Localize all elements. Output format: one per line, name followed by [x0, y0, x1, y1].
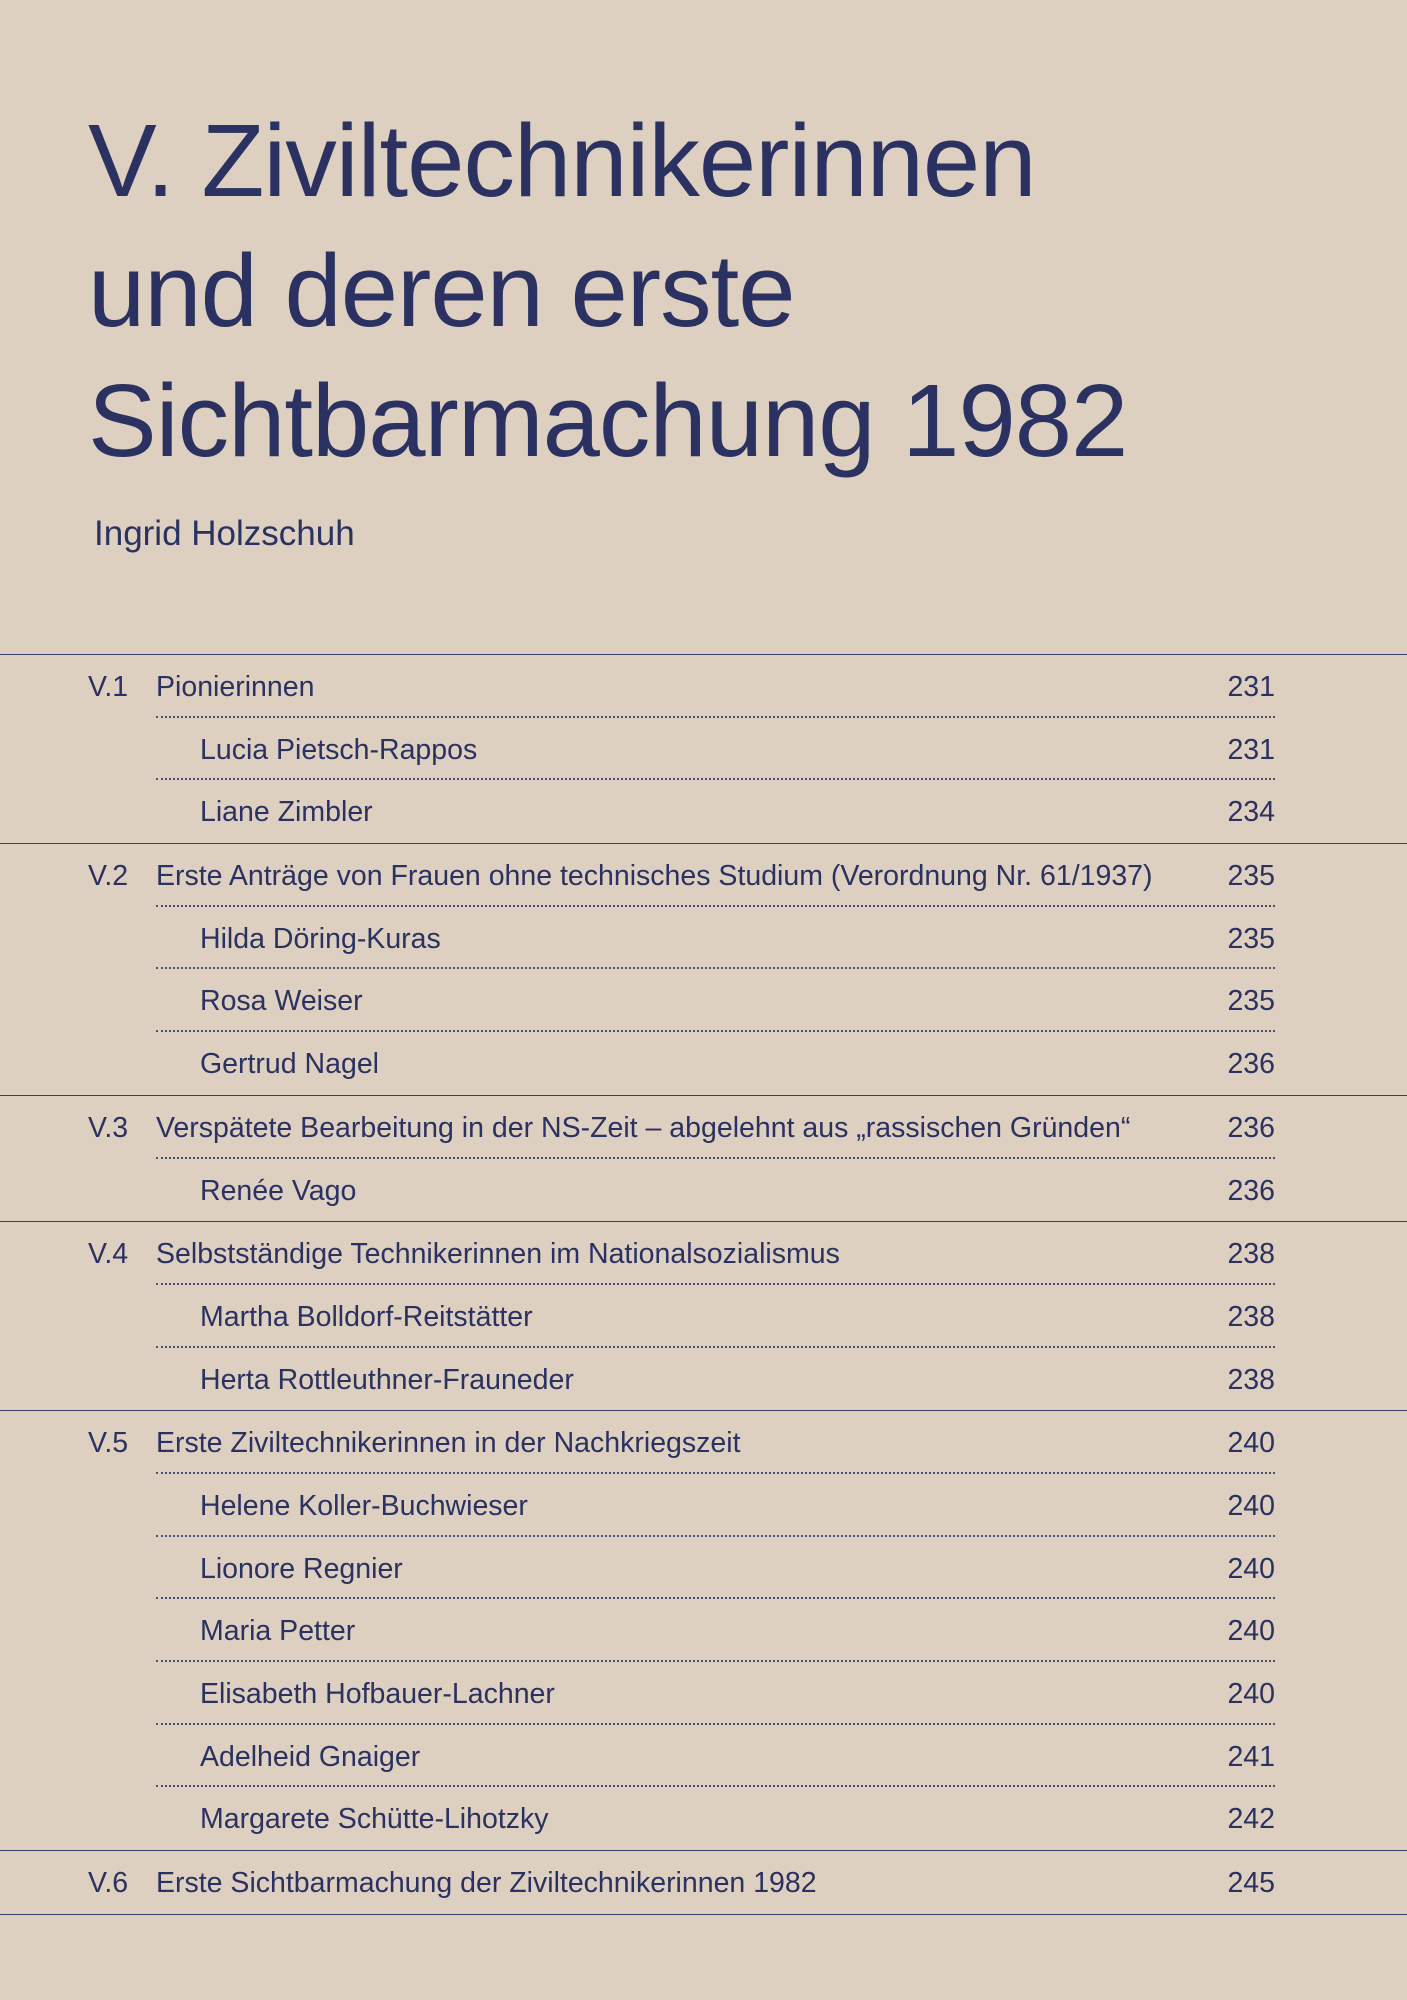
page-number: 245: [1227, 1867, 1275, 1900]
toc-section-row[interactable]: [0, 1096, 1407, 1159]
section-number: V.1: [88, 671, 129, 703]
chapter-title: [88, 96, 1127, 486]
entry-title: Herta Rottleuthner-Frauneder: [200, 1363, 574, 1396]
entry-title: Gertrud Nagel: [200, 1048, 380, 1081]
page-number: 238: [1227, 1363, 1275, 1396]
page-number: 236: [1227, 1174, 1275, 1207]
page-number: 240: [1227, 1552, 1275, 1585]
entry-title: Martha Bolldorf-Reitstätter: [200, 1300, 533, 1333]
chapter-title-line: Sichtbarmachung 1982: [88, 363, 1128, 478]
section-title: Selbstständige Technikerinnen im Nationalsozialismus: [156, 1238, 840, 1271]
page-number: 240: [1227, 1489, 1275, 1522]
entry-title: Margarete Schütte-Lihotzky: [200, 1803, 549, 1836]
page-number: 236: [1227, 1048, 1275, 1081]
toc-entry-row[interactable]: [0, 1599, 1407, 1662]
toc-section-row[interactable]: [0, 655, 1407, 718]
toc-entry-row[interactable]: [0, 907, 1407, 970]
table-of-contents: [0, 654, 1407, 1915]
toc-entry-row[interactable]: [0, 1662, 1407, 1725]
toc-section-row[interactable]: [0, 844, 1407, 907]
page-number: 234: [1227, 796, 1275, 829]
toc-section-row[interactable]: [0, 1411, 1407, 1474]
toc-entry-row[interactable]: [0, 1285, 1407, 1348]
entry-title: Hilda Döring-Kuras: [200, 922, 441, 955]
section-title: Erste Ziviltechnikerinnen in der Nachkriegszeit: [156, 1427, 741, 1460]
toc-entry-row[interactable]: [0, 780, 1407, 843]
toc-section: [0, 1096, 1407, 1222]
entry-title: Rosa Weiser: [200, 985, 363, 1018]
page-number: 240: [1227, 1427, 1275, 1460]
toc-entry-row[interactable]: [0, 969, 1407, 1032]
section-number: V.5: [88, 1427, 129, 1460]
toc-entry-row[interactable]: [0, 1474, 1407, 1537]
section-title: Erste Sichtbarmachung der Ziviltechnikerinnen 1982: [156, 1867, 817, 1900]
entry-title: Lionore Regnier: [200, 1552, 403, 1585]
page-number: 241: [1227, 1740, 1275, 1773]
page-number: 235: [1227, 922, 1275, 955]
page-number: 236: [1227, 1111, 1275, 1144]
chapter-title-line: V. Ziviltechnikerinnen: [88, 103, 1036, 218]
toc-section-row[interactable]: [0, 1851, 1407, 1914]
section-title: Verspätete Bearbeitung in der NS-Zeit – abgelehnt aus „rassischen Gründen“: [156, 1111, 1131, 1144]
section-number: V.3: [88, 1111, 129, 1144]
section-number: V.6: [88, 1867, 129, 1900]
section-title: Pionierinnen: [156, 671, 315, 703]
page-number: 231: [1227, 733, 1275, 766]
toc-entry-row[interactable]: [0, 718, 1407, 781]
page-number: 235: [1227, 860, 1275, 893]
toc-section-row[interactable]: [0, 1222, 1407, 1285]
toc-entry-row[interactable]: [0, 1537, 1407, 1600]
toc-entry-row[interactable]: [0, 1787, 1407, 1850]
section-title: Erste Anträge von Frauen ohne technisches Studium (Verordnung Nr. 61/1937): [156, 860, 1153, 893]
page-number: 240: [1227, 1615, 1275, 1648]
page-number: 238: [1227, 1238, 1275, 1271]
toc-entry-row[interactable]: [0, 1348, 1407, 1411]
entry-title: Renée Vago: [200, 1174, 357, 1207]
toc-entry-row[interactable]: [0, 1725, 1407, 1788]
section-number: V.2: [88, 860, 129, 893]
entry-title: Adelheid Gnaiger: [200, 1740, 421, 1773]
entry-title: Elisabeth Hofbauer-Lachner: [200, 1678, 555, 1710]
page-number: 240: [1227, 1678, 1275, 1710]
toc-section: [0, 844, 1407, 1096]
author-name: Ingrid Holzschuh: [94, 514, 355, 553]
entry-title: Lucia Pietsch-Rappos: [200, 733, 478, 766]
entry-title: Maria Petter: [200, 1615, 356, 1648]
page-number: 242: [1227, 1803, 1275, 1836]
toc-entry-row[interactable]: [0, 1159, 1407, 1222]
page-number: 231: [1227, 671, 1275, 703]
entry-title: Helene Koller-Buchwieser: [200, 1489, 528, 1522]
chapter-title-line: und deren erste: [88, 233, 795, 348]
page-number: 238: [1227, 1300, 1275, 1333]
page-number: 235: [1227, 985, 1275, 1018]
toc-section: [0, 1411, 1407, 1851]
section-number: V.4: [88, 1238, 129, 1271]
toc-entry-row[interactable]: [0, 1032, 1407, 1095]
toc-section: [0, 655, 1407, 844]
toc-section: [0, 1851, 1407, 1915]
entry-title: Liane Zimbler: [200, 796, 373, 829]
toc-section: [0, 1222, 1407, 1411]
